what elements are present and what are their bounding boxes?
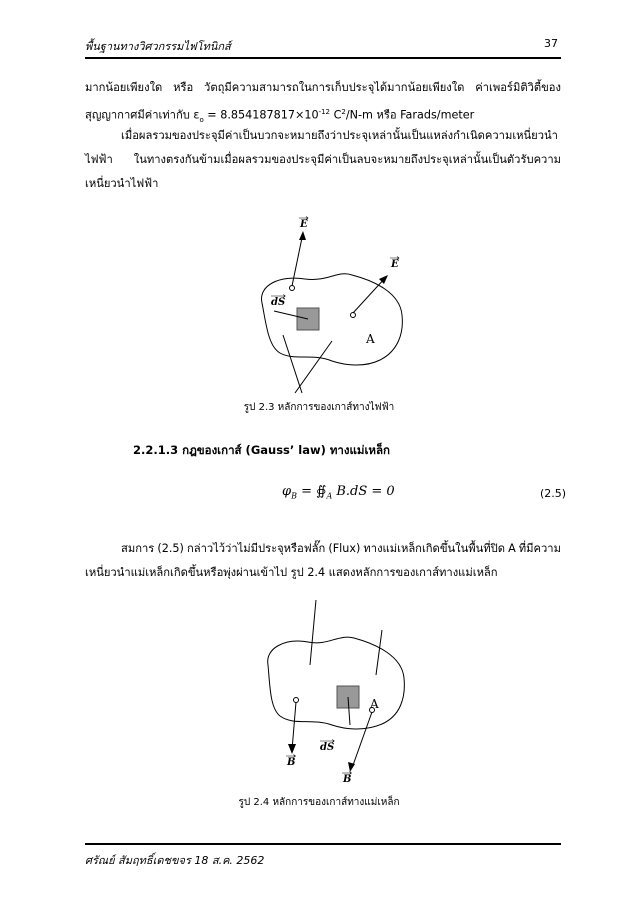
paragraph-1-line-1 (85, 76, 561, 100)
arrowhead-b-left (288, 744, 296, 754)
surface-integral-symbol: = ∯ (301, 484, 327, 499)
label-ds: dS (320, 742, 335, 753)
paragraph-3-line-2: เหนี่ยวนำแม่เหล็กเกิดขึ้นหรือพุ่งผ่านเข้าไป รูป 2.4 แสดงหลักการของเกาส์ทางแม่เหล็ก (85, 566, 498, 579)
equation-number: (2.5) (540, 487, 567, 500)
text-segment: หรือ (173, 81, 194, 94)
text-segment: สุญญากาศมีค่าเท่ากับ ε (85, 108, 200, 122)
text-segment: (2.5) (157, 542, 184, 555)
label-ds: dS (271, 297, 286, 308)
field-line-b-right (352, 712, 372, 768)
text-segment: C (330, 108, 342, 122)
flux-symbol: φ (282, 484, 292, 499)
surface-point-right (351, 313, 356, 318)
field-line-upper-right (376, 630, 382, 675)
exponent: 2 (341, 108, 346, 116)
text-segment: /N-m หรือ Farads/meter (345, 108, 475, 122)
integrand: B.dS = 0 (336, 484, 395, 499)
surface-point-left (294, 698, 299, 703)
page-number: 37 (544, 37, 558, 50)
closed-surface-outline (262, 274, 403, 365)
running-header-title: พื้นฐานทางวิศวกรรมไฟโทนิกส์ (85, 40, 231, 53)
section-heading: 2.2.1.3 กฎของเกาส์ (Gauss’ law) ทางแม่เหล็ก (133, 443, 391, 457)
figure-2-caption: รูป 2.4 หลักการของเกาส์ทางแม่เหล็ก (238, 797, 400, 808)
footer-author-date: ศรัณย์ สัมฤทธิ์เดชขจร 18 ส.ค. 2562 (85, 854, 265, 867)
field-line-upper-left (310, 600, 316, 665)
label-area: A (366, 332, 375, 346)
closed-surface-outline (268, 637, 405, 729)
label-area: A (370, 697, 379, 711)
text-segment: กล่าวไว้ว่าไม่มีประจุหรือฟลั๊ก (186, 542, 326, 555)
text-segment: = 8.854187817×10 (203, 108, 319, 122)
text-segment: สมการ (121, 542, 155, 555)
figure-1-caption: รูป 2.3 หลักการของเกาส์ทางไฟฟ้า (243, 402, 395, 413)
surface-point-top (290, 286, 295, 291)
text-segment: ไฟฟ้า (85, 153, 113, 166)
label-e-right: E (391, 259, 399, 270)
text-segment: วัตถุมีความสามารถในการเก็บประจุได้มากน้อยเพียงใด (204, 81, 465, 94)
paragraph-3-line-1 (85, 537, 561, 561)
text-segment: ทางแม่เหล็กเกิดขึ้นในพื้นที่ปิด (363, 542, 505, 555)
paragraph-2 (85, 124, 561, 196)
paragraph-2-line-1: เมื่อผลรวมของประจุมีค่าเป็นบวกจะหมายถึงว่าประจุเหล่านั้นเป็นแหล่งกำเนิดความเหนี่ยวนำ (121, 129, 558, 142)
arrowhead-e-top (299, 231, 306, 240)
text-segment: ที่มีความ (518, 542, 561, 555)
field-line-b-left (292, 702, 296, 750)
field-line-e-right (353, 277, 386, 313)
paragraph-2-line-2 (85, 148, 561, 172)
figure-gauss-electric (240, 215, 420, 395)
text-segment: ค่าเพอร์มิติวิตี้ของ (475, 81, 561, 94)
text-segment: (Flux) (328, 542, 361, 555)
text-segment: A (508, 542, 516, 555)
paragraph-3 (85, 537, 561, 585)
figure-gauss-magnetic (240, 590, 420, 785)
header-rule (85, 57, 561, 59)
epsilon-subscript: o (199, 115, 204, 124)
label-b-right: B (343, 774, 352, 785)
label-b-left: B (287, 757, 296, 768)
equation-2-5 (282, 484, 395, 501)
integral-subscript: A (326, 491, 333, 501)
text-segment: มากน้อยเพียงใด (85, 81, 163, 94)
footer-rule (85, 843, 561, 845)
field-line-lower-left (283, 335, 302, 393)
text-segment: ในทางตรงกันข้ามเมื่อผลรวมของประจุมีค่าเป็นลบจะหมายถึงประจุเหล่านั้นเป็นตัวรับความ (133, 153, 561, 166)
flux-subscript: B (291, 491, 297, 501)
paragraph-2-line-3: เหนี่ยวนำไฟฟ้า (85, 177, 159, 190)
exponent: -12 (318, 108, 331, 116)
field-line-lower-mid (295, 341, 332, 393)
label-e-top: E (300, 219, 308, 230)
